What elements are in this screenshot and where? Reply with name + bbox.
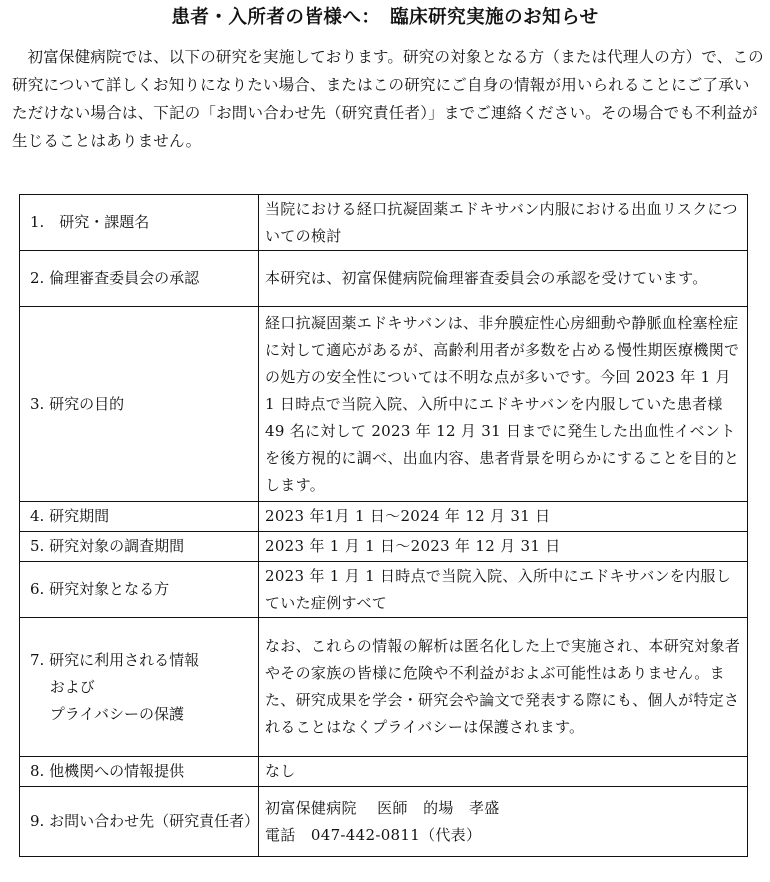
- study-info-table: [19, 194, 748, 857]
- row-value: なお、これらの情報の解析は匿名化した上で実施され、本研究対象者やその家族の皆様に危険や不利益がおよぶ可能性はありません。また、研究成果を学会・研究会や論文で発表する際にも、個人が特定されることはなくプライバシーは保護されます。: [259, 618, 748, 757]
- row-value: 本研究は、初富保健病院倫理審査委員会の承認を受けています。: [259, 251, 748, 307]
- row-label: [20, 618, 259, 757]
- intro-paragraph: 初富保健病院では、以下の研究を実施しております。研究の対象となる方（または代理人の方）で、この研究について詳しくお知りになりたい場合、またはこの研究にご自身の情報が用いられることにご了承いただけない場合は、下記の「お問い合わせ先（研究責任者）」までご連絡ください。その場合でも不利益が生じることはありません。: [12, 48, 764, 150]
- row-value: [259, 787, 748, 857]
- row-value: 当院における経口抗凝固薬エドキサバン内服における出血リスクについての検討: [259, 195, 748, 251]
- table-row-info-sharing: [20, 757, 748, 787]
- row-label: 1. 研究・課題名: [20, 195, 259, 251]
- row-label-line: 7. 研究に利用される情報: [30, 650, 200, 669]
- table-row-purpose: [20, 307, 748, 502]
- table-row-ethics-approval: [20, 251, 748, 307]
- row-value: 経口抗凝固薬エドキサバンは、非弁膜症性心房細動や静脈血栓塞栓症に対して適応があるが、高齢利用者が多数を占める慢性期医療機関での処方の安全性については不明な点が多いです。今回 2023 年 1 月 1 日時点で当院入院、入所中にエドキサバンを内服していた患者様 49 名に対して 2023 年 12 月 31 日までに発生した出血性イベントを後方視的に調べ、出血内容、患者背景を明らかにすることを目的とします。: [259, 307, 748, 502]
- row-value: 2023 年 1 月 1 日～2023 年 12 月 31 日: [259, 532, 748, 562]
- table-row-contact: [20, 787, 748, 857]
- row-label: 4. 研究期間: [20, 502, 259, 532]
- table-row-study-period: [20, 502, 748, 532]
- table-row-target-subjects: [20, 562, 748, 618]
- table-row-privacy: [20, 618, 748, 757]
- table-row-study-title: [20, 195, 748, 251]
- row-label: 5. 研究対象の調査期間: [20, 532, 259, 562]
- row-label: 2. 倫理審査委員会の承認: [20, 251, 259, 307]
- page-title: 患者・入所者の皆様へ： 臨床研究実施のお知らせ: [171, 7, 599, 28]
- row-label-line: プライバシーの保護: [30, 704, 185, 723]
- row-label: 6. 研究対象となる方: [20, 562, 259, 618]
- contact-phone: 電話 047-442-0811（代表）: [265, 825, 482, 844]
- row-value: 2023 年 1 月 1 日時点で当院入院、入所中にエドキサバンを内服していた症例すべて: [259, 562, 748, 618]
- row-label: 8. 他機関への情報提供: [20, 757, 259, 787]
- row-value: なし: [259, 757, 748, 787]
- row-label: 9. お問い合わせ先（研究責任者）: [20, 787, 259, 857]
- contact-line: 初富保健病院 医師 的場 孝盛: [265, 798, 500, 817]
- row-label: 3. 研究の目的: [20, 307, 259, 502]
- row-label-line: および: [30, 677, 95, 696]
- table-row-survey-period: [20, 532, 748, 562]
- row-value: 2023 年1月 1 日～2024 年 12 月 31 日: [259, 502, 748, 532]
